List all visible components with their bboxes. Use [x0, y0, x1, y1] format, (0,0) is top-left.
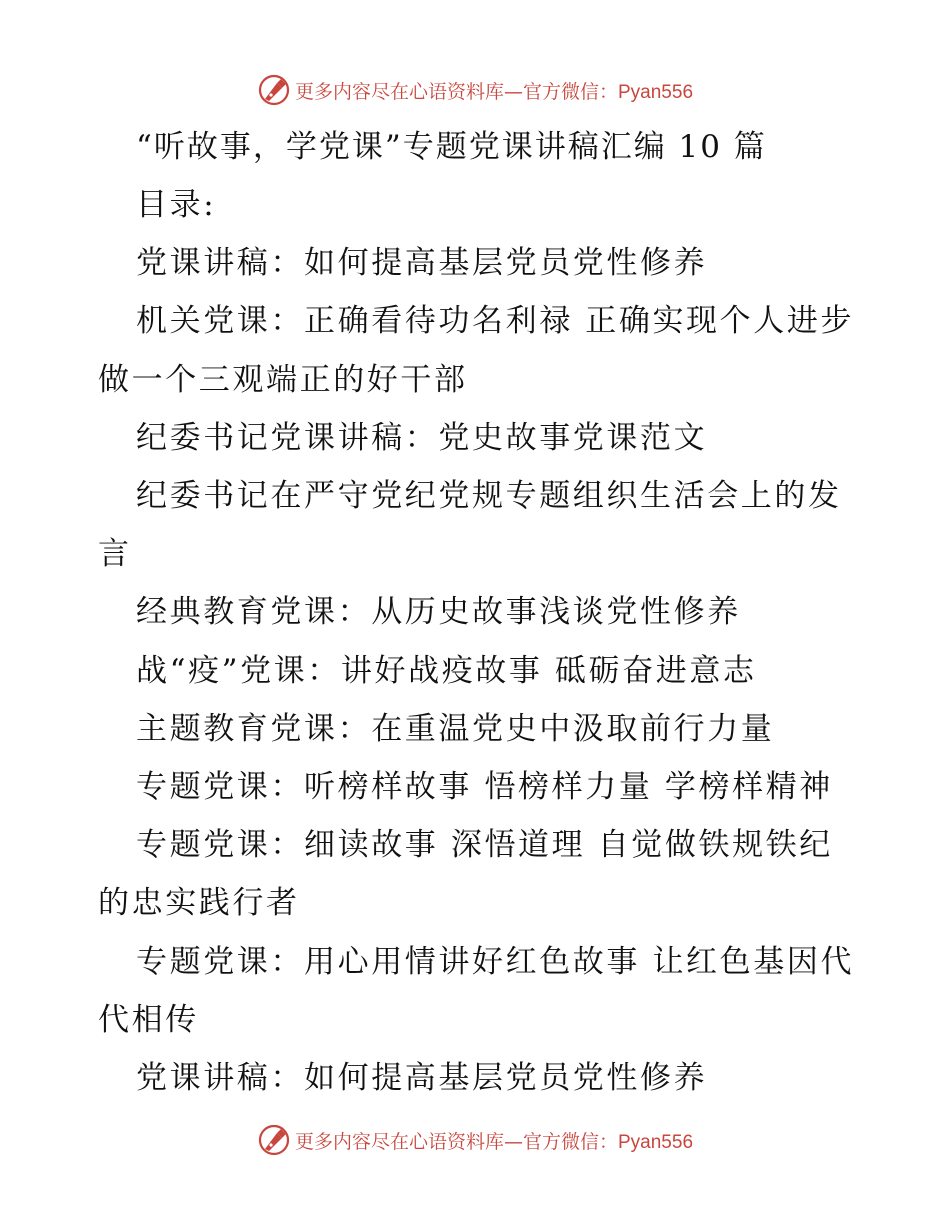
toc-item: 主题教育党课：在重温党史中汲取前行力量 — [136, 710, 775, 747]
toc-label: 目录: — [136, 187, 217, 223]
toc-item: 党课讲稿：如何提高基层党员党性修养 — [136, 245, 708, 282]
toc-item: 纪委书记在严守党纪党规专题组织生活会上的发言 — [98, 478, 842, 573]
toc-item: 纪委书记党课讲稿：党史故事党课范文 — [136, 419, 708, 456]
document-title: “听故事，学党课”专题党课讲稿汇编 10 篇 — [136, 129, 767, 165]
toc-item: 机关党课：正确看待功名利禄 正确实现个人进步 做一个三观端正的好干部 — [98, 303, 855, 398]
header-watermark — [0, 70, 950, 110]
section-heading: 党课讲稿：如何提高基层党员党性修养 — [136, 1060, 708, 1097]
pen-nib-logo-icon — [257, 1123, 291, 1157]
watermark-text: 更多内容尽在心语资料库—官方微信：Pyan556 — [294, 1130, 694, 1153]
document-body — [98, 118, 858, 1107]
watermark-text: 更多内容尽在心语资料库—官方微信：Pyan556 — [294, 80, 694, 103]
pen-nib-logo-icon — [257, 73, 291, 107]
toc-item: 专题党课：用心用情讲好红色故事 让红色基因代代相传 — [98, 943, 855, 1038]
footer-watermark — [0, 1120, 950, 1160]
toc-item: 战“疫”党课：讲好战疫故事 砥砺奋进意志 — [136, 652, 757, 689]
toc-item: 经典教育党课：从历史故事浅谈党性修养 — [136, 594, 741, 631]
toc-item: 专题党课：细读故事 深悟道理 自觉做铁规铁纪的忠实践行者 — [98, 827, 833, 922]
toc-item: 专题党课：听榜样故事 悟榜样力量 学榜样精神 — [136, 769, 833, 806]
